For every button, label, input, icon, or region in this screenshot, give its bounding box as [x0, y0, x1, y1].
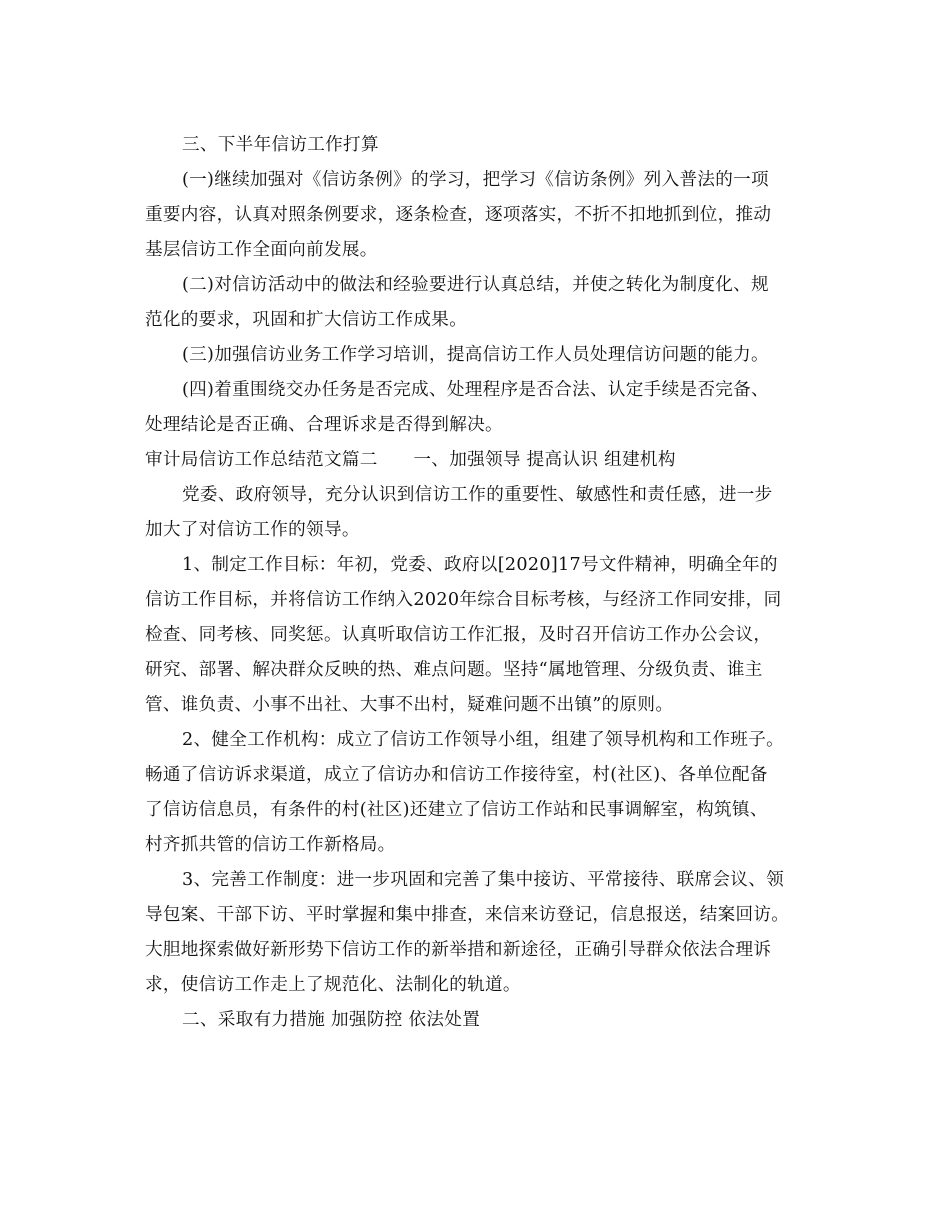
- text-line: 处理结论是否正确、合理诉求是否得到解决。: [145, 415, 503, 435]
- text-line: 检查、同考核、同奖惩。认真听取信访工作汇报，及时召开信访工作办公会议，: [145, 625, 772, 645]
- text-line: 三、下半年信访工作打算: [182, 135, 379, 155]
- paragraph: [145, 443, 807, 478]
- text-line: 3、完善工作制度：进一步巩固和完善了集中接访、平常接待、联席会议、领: [182, 870, 784, 890]
- paragraph: [145, 548, 807, 723]
- text-line: 了信访信息员，有条件的村(社区)还建立了信访工作站和民事调解室，构筑镇、: [145, 800, 768, 820]
- text-line: 畅通了信访诉求渠道，成立了信访办和信访工作接待室，村(社区)、各单位配备: [145, 765, 768, 785]
- text-line: (一)继续加强对《信访条例》的学习，把学习《信访条例》列入普法的一项: [182, 170, 769, 190]
- text-line: 信访工作目标，并将信访工作纳入2020年综合目标考核，与经济工作同安排，同: [145, 590, 782, 610]
- paragraph: [145, 478, 807, 548]
- paragraph: [145, 163, 807, 268]
- text-line: 研究、部署、解决群众反映的热、难点问题。坚持“属地管理、分级负责、谁主: [145, 660, 763, 680]
- paragraph: [145, 268, 807, 338]
- text-line: 2、健全工作机构：成立了信访工作领导小组，组建了领导机构和工作班子。: [182, 730, 784, 750]
- text-line: 管、谁负责、小事不出社、大事不出村，疑难问题不出镇”的原则。: [145, 695, 674, 715]
- paragraph: [145, 338, 807, 373]
- text-line: 审计局信访工作总结范文篇二 一、加强领导 提高认识 组建机构: [145, 450, 676, 470]
- text-line: 二、采取有力措施 加强防控 依法处置: [182, 1010, 481, 1030]
- text-line: 重要内容，认真对照条例要求，逐条检查，逐项落实，不折不扣地抓到位，推动: [145, 205, 772, 225]
- text-line: 村齐抓共管的信访工作新格局。: [145, 835, 396, 855]
- paragraph: [145, 723, 807, 863]
- text-line: 导包案、干部下访、平时掌握和集中排查，来信来访登记，信息报送，结案回访。: [145, 905, 790, 925]
- paragraph: [145, 128, 807, 163]
- text-line: (二)对信访活动中的做法和经验要进行认真总结，并使之转化为制度化、规: [182, 275, 769, 295]
- text-line: 大胆地探索做好新形势下信访工作的新举措和新途径，正确引导群众依法合理诉: [145, 940, 772, 960]
- text-line: 1、制定工作目标：年初，党委、政府以[2020]17号文件精神，明确全年的: [182, 555, 778, 575]
- paragraph: [145, 373, 807, 443]
- text-line: (三)加强信访业务工作学习培训，提高信访工作人员处理信访问题的能力。: [182, 345, 769, 365]
- text-line: (四)着重围绕交办任务是否完成、处理程序是否合法、认定手续是否完备、: [182, 380, 769, 400]
- text-line: 求，使信访工作走上了规范化、法制化的轨道。: [145, 975, 521, 995]
- paragraph: [145, 863, 807, 1003]
- text-line: 加大了对信访工作的领导。: [145, 520, 360, 540]
- text-line: 党委、政府领导，充分认识到信访工作的重要性、敏感性和责任感，进一步: [182, 485, 773, 505]
- text-line: 范化的要求，巩固和扩大信访工作成果。: [145, 310, 468, 330]
- text-line: 基层信访工作全面向前发展。: [145, 240, 378, 260]
- paragraph: [145, 1003, 807, 1038]
